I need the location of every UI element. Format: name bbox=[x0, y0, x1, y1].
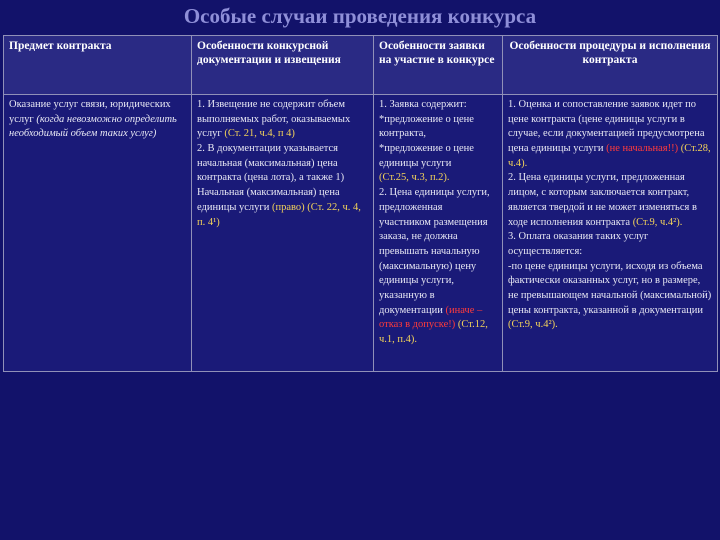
proc-point-3: 3. Оплата оказания таких услуг осуществляется: bbox=[508, 231, 649, 257]
app-point-2-ref: (Ст.12, ч.1, п.4). bbox=[379, 319, 488, 345]
proc-point-1-warning: (не начальная!!) bbox=[606, 143, 679, 155]
doc-point-2-ref: (Ст. 22, ч. 4, п. 4¹) bbox=[197, 201, 361, 228]
proc-point-3-ref: (Ст.9, ч.4²). bbox=[508, 319, 558, 331]
header-subject: Предмет контракта bbox=[4, 36, 192, 95]
cell-application bbox=[374, 95, 503, 372]
slide-title: Особые случаи проведения конкурса bbox=[183, 4, 537, 28]
doc-point-1-ref: (Ст. 21, ч.4, п 4) bbox=[224, 128, 295, 140]
doc-point-1: 1. Извещение не содержит объем выполняемых работ, оказываемых услуг bbox=[197, 99, 351, 140]
proc-point-3-detail: -по цене единицы услуги, исходя из объема фактически оказанных услуг, но в размере, не превышающем начальной (максимальной) цены контракта, указанной в документации bbox=[508, 260, 712, 316]
table-header-row bbox=[4, 36, 718, 95]
proc-point-2-ref: (Ст.9, ч.4²). bbox=[632, 216, 683, 228]
app-point-1: 1. Заявка содержит: bbox=[379, 99, 467, 110]
special-cases-table bbox=[3, 35, 718, 372]
app-point-2: 2. Цена единицы услуги, предложенная участником размещения заказа, не должна превышать начальную (максимальную) цену единицы услуги, указанную в документации bbox=[379, 187, 490, 316]
doc-point-2: 2. В документации указывается начальная (максимальная) цена контракта (цена лота), а также 1) Начальная (максимальная) цена единицы услуги bbox=[197, 143, 345, 213]
proc-point-1-ref: (Ст.28, ч.4). bbox=[508, 143, 711, 169]
proc-point-2: 2. Цена единицы услуги, предложенная лицом, с которым заключается контракт, является твердой и не может изменяться в ходе исполнения контракта bbox=[508, 172, 697, 228]
cell-procedure bbox=[503, 95, 718, 372]
subject-text: Оказание услуг связи, юридических услуг bbox=[9, 99, 171, 125]
cell-subject bbox=[4, 95, 192, 372]
app-point-2-warning: (иначе – отказ в допуске!) bbox=[379, 304, 483, 331]
table-row bbox=[4, 95, 718, 372]
header-documentation: Особенности конкурсной документации и извещения bbox=[192, 36, 374, 95]
app-point-1-ref: (Ст.25, ч.3, п.2). bbox=[379, 172, 450, 184]
subject-note: (когда невозможно определить необходимый объем таких услуг) bbox=[9, 113, 177, 140]
app-point-1-unit-price: *предложение о цене единицы услуги bbox=[379, 143, 474, 169]
header-application: Особенности заявки на участие в конкурсе bbox=[374, 36, 503, 95]
doc-point-2-right: (право) bbox=[271, 201, 305, 213]
app-point-1-price: *предложение о цене контракта, bbox=[379, 113, 474, 140]
cell-documentation bbox=[192, 95, 374, 372]
header-procedure: Особенности процедуры и исполнения контракта bbox=[503, 36, 718, 95]
proc-point-1: 1. Оценка и сопоставление заявок идет по цене контракта (цене единицы услуги в случае, если документацией предусмотрена цена единицы услуги bbox=[508, 99, 705, 155]
